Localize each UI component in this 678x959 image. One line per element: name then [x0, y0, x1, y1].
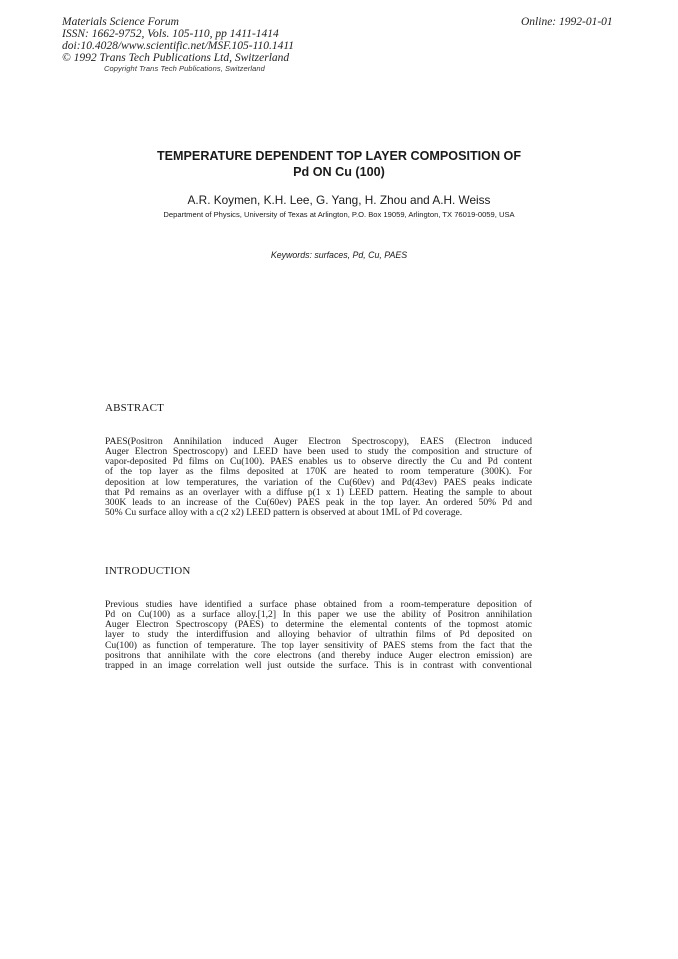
- doi-line[interactable]: doi:10.4028/www.scientific.net/MSF.105-110.1411: [62, 40, 295, 52]
- scan-copyright-notice: Copyright Trans Tech Publications, Switzerland: [104, 64, 265, 73]
- abstract-line: 300K leads to an increase of the Cu(60ev) PAES peak in the top layer. An ordered 50% Pd and: [105, 497, 532, 508]
- abstract-line: Auger Electron Spectroscopy) and LEED have been used to study the composition and structure of: [105, 447, 532, 458]
- author-list: A.R. Koymen, K.H. Lee, G. Yang, H. Zhou and A.H. Weiss: [187, 193, 491, 207]
- abstract-line: vapor-deposited Pd films on Cu(100). PAES enables us to observe directly the Cu and Pd content: [105, 457, 532, 468]
- paper-title-line-1: TEMPERATURE DEPENDENT TOP LAYER COMPOSITION OF: [156, 149, 522, 163]
- introduction-line: Auger Electron Spectroscopy (PAES) to determine the elemental contents of the topmost atomic: [105, 620, 532, 631]
- introduction-line: Pd on Cu(100) as a surface alloy.[1,2] In this paper we use the ability of Positron annihilation: [105, 610, 532, 621]
- keywords: Keywords: surfaces, Pd, Cu, PAES: [270, 250, 408, 260]
- abstract-line: PAES(Positron Annihilation induced Auger Electron Spectroscopy), EAES (Electron induced: [105, 437, 532, 447]
- introduction-line: layer to study the interdiffusion and alloying behavior of ultrathin films of Pd deposited on: [105, 630, 532, 641]
- abstract-line: of the top layer as the films deposited at 170K are heated to room temperature (300K). For: [105, 467, 532, 478]
- online-date: Online: 1992-01-01: [521, 16, 613, 28]
- introduction-line: positrons that annihilate with the core electrons (and thereby induce Auger electron emission) are: [105, 650, 532, 661]
- introduction-line: trapped in an image correlation well just outside the surface. This is in contrast with conventional: [105, 660, 532, 671]
- abstract-line: 50% Cu surface alloy with a c(2 x2) LEED pattern is observed at about 1ML of Pd coverage.: [105, 507, 463, 518]
- abstract-line: deposition at low temperatures, the variation of the Cu(60ev) and Pd(43ev) PAES peaks indicate: [105, 477, 532, 488]
- introduction-heading: INTRODUCTION: [105, 565, 191, 577]
- introduction-body: [105, 600, 532, 671]
- introduction-line: Cu(100) as function of temperature. The top layer sensitivity of PAES stems from the fact that the: [105, 640, 532, 651]
- paper-title-line-2: Pd ON Cu (100): [293, 165, 385, 179]
- journal-name: Materials Science Forum: [62, 16, 179, 28]
- abstract-line: that Pd remains as an overlayer with a diffuse p(1 x 1) LEED pattern. Heating the sample to about: [105, 487, 532, 498]
- abstract-heading: ABSTRACT: [105, 402, 165, 414]
- affiliation: Department of Physics, University of Texas at Arlington, P.O. Box 19059, Arlington, TX 76019-0059, USA: [163, 210, 515, 219]
- abstract-body: [105, 437, 532, 518]
- publisher-line: © 1992 Trans Tech Publications Ltd, Switzerland: [62, 52, 290, 64]
- introduction-line: Previous studies have identified a surface phase obtained from a room-temperature deposition of: [105, 600, 532, 610]
- issn-line: ISSN: 1662-9752, Vols. 105-110, pp 1411-1414: [62, 28, 279, 40]
